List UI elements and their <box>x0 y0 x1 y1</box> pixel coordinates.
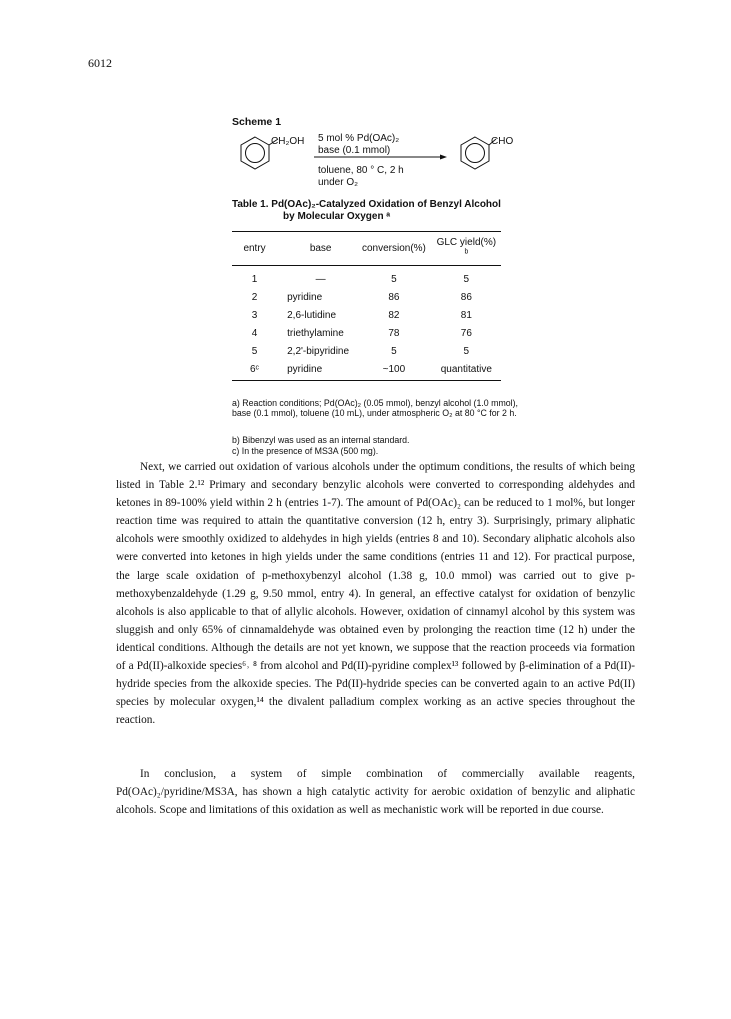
header-entry: entry <box>232 232 277 266</box>
body-paragraph-conclusion: In conclusion, a system of simple combination of commercially available reagents, Pd(OAc)₂/pyridine/MS3A, has shown a high catalytic activity for aerobic oxidation of benzylic and aliphatic alcohols. Scope and limitations of this oxidation as well as mechanistic work will be reported in due course. <box>116 768 635 817</box>
cell-entry: 3 <box>251 310 258 321</box>
table-caption <box>232 199 552 223</box>
cell-conversion: ~100 <box>356 361 431 381</box>
cell-entry: 5 <box>251 346 258 357</box>
cell-conversion: 82 <box>388 310 400 321</box>
table-footnote-b: b) Bibenzyl was used as an internal standard. <box>232 435 410 445</box>
table-footnote-c: c) In the presence of MS3A (500 mg). <box>232 446 379 456</box>
cell-entry: 1 <box>251 274 258 285</box>
cell-base: 2,6-lutidine <box>287 310 337 321</box>
condition-catalyst: 5 mol % Pd(OAc)₂ <box>318 133 400 144</box>
header-conversion: conversion(%) <box>356 232 431 266</box>
page-number: 6012 <box>88 56 112 70</box>
cell-base: — <box>315 274 326 285</box>
cell-base: 2,2'-bipyridine <box>287 346 350 357</box>
scheme-label: Scheme 1 <box>232 116 282 128</box>
product-substituent: CHO <box>491 136 514 147</box>
cell-base: triethylamine <box>287 328 344 339</box>
table-row <box>232 289 501 307</box>
table-footnote-a: a) Reaction conditions; Pd(OAc)₂ (0.05 mmol), benzyl alcohol (1.0 mmol), base (0.1 mmol), toluene (10 mL), under atmospheric O₂ at 80 °C for 2 h. <box>232 398 519 418</box>
table-row <box>232 325 501 343</box>
table-row <box>232 343 501 361</box>
cell-conversion: 78 <box>388 328 400 339</box>
cell-yield: 81 <box>460 310 472 321</box>
table-header-row <box>232 232 501 266</box>
header-base: base <box>277 232 356 266</box>
header-yield: GLC yield(%) ᵇ <box>432 232 501 266</box>
reactant-substituent: CH₂OH <box>271 136 305 147</box>
cell-base: pyridine <box>277 361 356 381</box>
cell-conversion: 5 <box>391 274 397 285</box>
results-table <box>232 231 501 381</box>
condition-base: base (0.1 mmol) <box>318 145 391 156</box>
body-paragraph-results: Next, we carried out oxidation of various alcohols under the optimum conditions, the results of which being listed in Table 2.¹² Primary and secondary benzylic alcohols were converted to corresponding aldehydes and ketones in 89-100% yield within 2 h (entries 1-7). The amount of Pd(OAc)₂ can be reduced to 1 mol%, but longer reaction time was required to attain the quantitative conversion (12 h, entry 3). Surprisingly, primary aliphatic alcohols were smoothly oxidized to aldehydes in high yields (entries 8 and 10). Secondary aliphatic alcohols also were converted into ketones in high yields under the same conditions (entries 11 and 12). For practical purpose, the large scale oxidation of p-methoxybenzyl alcohol (1.38 g, 10.0 mmol) was carried out to give p-methoxybenzaldehyde (1.29 g, 9.50 mmol, entry 4). In general, an effective catalyst for oxidation of benzylic alcohols is also applicable to that of allylic alcohols. However, oxidation of cinnamyl alcohol by this system was sluggish and only 65% of cinnamaldehyde was obtained even by prolonging the reaction time (12 h) under the identical conditions. Although the details are not yet known, we suppose that the reaction proceeds via formation of a Pd(II)-alkoxide species⁶˒ ⁸ from alcohol and Pd(II)-pyridine complex¹³ followed by β-elimination of a Pd(II)-hydride species from the alkoxide species. The Pd(II)-hydride species can be converted again to an active Pd(II) species by molecular oxygen,¹⁴ the divalent palladium complex working as an active species throughout the reaction. <box>116 461 635 727</box>
cell-yield: quantitative <box>432 361 501 381</box>
cell-yield: 76 <box>460 328 472 339</box>
condition-atmosphere: under O₂ <box>318 177 359 188</box>
table-caption-line2: by Molecular Oxygen ᵃ <box>283 211 391 222</box>
table-row <box>232 266 501 290</box>
table-caption-line1: Table 1. Pd(OAc)₂-Catalyzed Oxidation of Benzyl Alcohol <box>232 199 501 210</box>
cell-entry: 4 <box>251 328 258 339</box>
cell-base: pyridine <box>287 292 323 303</box>
table-row <box>232 361 501 381</box>
cell-yield: 86 <box>460 292 472 303</box>
cell-conversion: 5 <box>391 346 397 357</box>
condition-solvent-temp: toluene, 80 ° C, 2 h <box>318 165 404 176</box>
cell-entry: 6ᶜ <box>232 361 277 381</box>
cell-yield: 5 <box>463 346 470 357</box>
cell-conversion: 86 <box>388 292 400 303</box>
cell-yield: 5 <box>463 274 470 285</box>
cell-entry: 2 <box>251 292 258 303</box>
table-row <box>232 307 501 325</box>
